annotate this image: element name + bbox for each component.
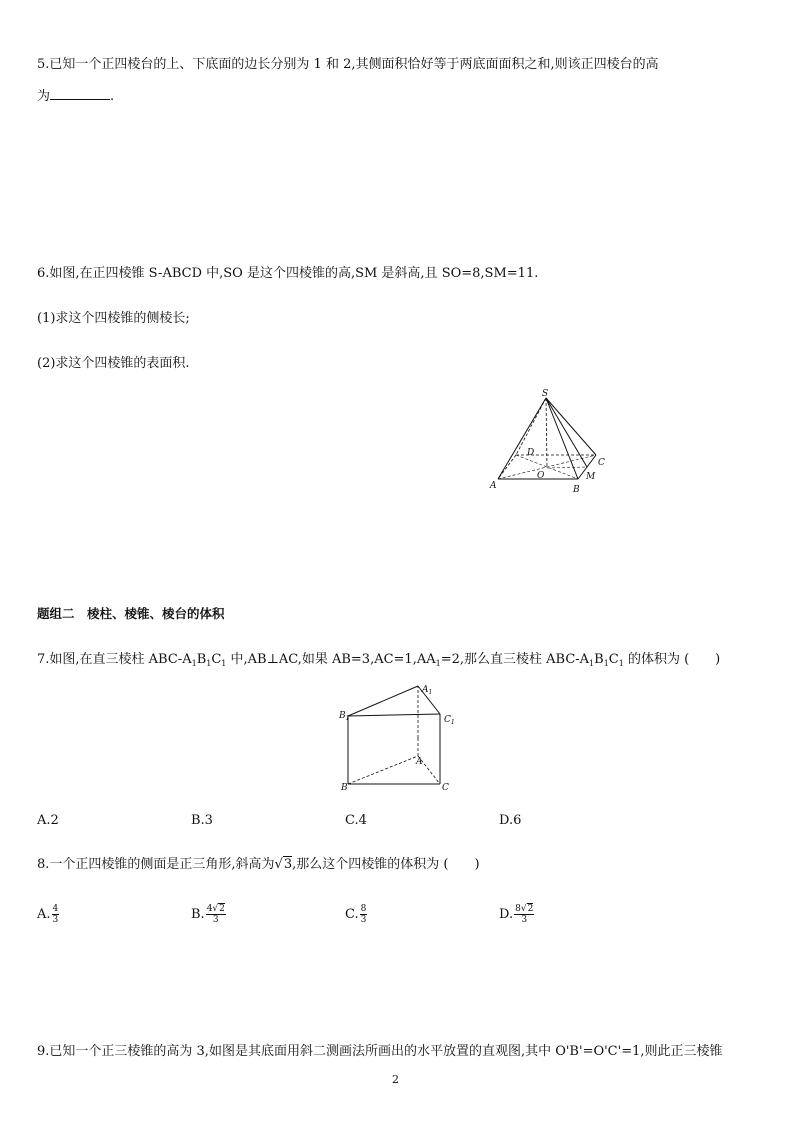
q7-option-a[interactable]: A.2 — [37, 813, 59, 828]
prism-figure — [336, 682, 456, 794]
label-A1: $A_1$ — [422, 685, 433, 696]
label-O: O — [537, 471, 545, 481]
label-A: A — [490, 481, 497, 491]
q8-option-d[interactable]: D. $\frac{8√2}{3}$ — [499, 904, 534, 925]
pyramid-figure — [488, 389, 618, 502]
q7-stem: 7.如图,在直三棱柱 ABC-$A_1B_1C_1$ 中,AB⊥AC,如果 $AB=3,AC=1,AA_1=2$,那么直三棱柱 ABC-$A_1B_1C_1$ 的体积为 ( ) — [37, 652, 721, 668]
q8-option-a[interactable]: A. $\frac{4}{3}$ — [37, 904, 59, 925]
answer-blank — [50, 87, 110, 100]
q8-option-b[interactable]: B. $\frac{4√2}{3}$ — [191, 904, 225, 925]
q8-stem: 8.一个正四棱锥的侧面是正三角形,斜高为√3,那么这个四棱锥的体积为 ( ) — [37, 857, 480, 872]
q6-part1: (1)求这个四棱锥的侧棱长; — [37, 311, 190, 326]
label-B1: $B_1$ — [339, 711, 350, 722]
q8-option-c[interactable]: C. $\frac{8}{3}$ — [345, 904, 367, 925]
q5-line1: 5.已知一个正四棱台的上、下底面的边长分别为 1 和 2,其侧面积恰好等于两底面面积之和,则该正四棱台的高 — [37, 57, 659, 72]
label-B: B — [573, 485, 580, 495]
section-title: 题组二 棱柱、棱锥、棱台的体积 — [37, 606, 225, 621]
label-S: S — [542, 389, 549, 399]
q6-part2: (2)求这个四棱锥的表面积. — [37, 356, 190, 371]
label-A: A — [416, 757, 423, 767]
label-C: C — [598, 458, 605, 468]
label-C: C — [442, 783, 449, 793]
q5-line2 — [37, 87, 114, 106]
label-B: B — [341, 783, 348, 793]
q7-option-c[interactable]: C.4 — [345, 813, 367, 828]
q5-line2-prefix: 为 — [37, 89, 51, 104]
q6-stem: 6.如图,在正四棱锥 S-ABCD 中,SO 是这个四棱锥的高,SM 是斜高,且 SO=8,SM=11. — [37, 266, 539, 281]
label-D: D — [527, 448, 535, 458]
q9-stem: 9.已知一个正三棱锥的高为 3,如图是其底面用斜二测画法所画出的水平放置的直观图,其中 O'B'=O'C'=1,则此正三棱锥 — [37, 1044, 723, 1059]
label-C1: $C_1$ — [444, 715, 455, 726]
label-M: M — [586, 472, 596, 482]
q5-line2-suffix: . — [110, 89, 115, 104]
q7-option-d[interactable]: D.6 — [499, 813, 522, 828]
q7-option-b[interactable]: B.3 — [191, 813, 213, 828]
page-number: 2 — [392, 1073, 399, 1086]
